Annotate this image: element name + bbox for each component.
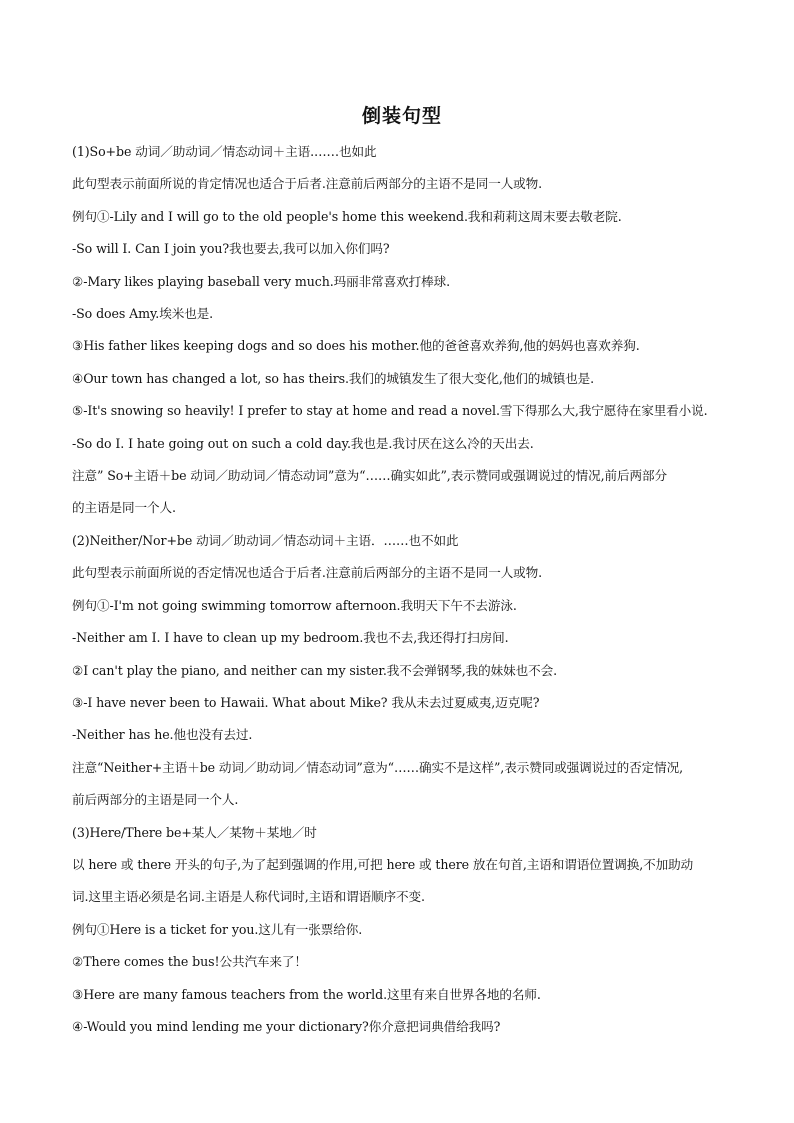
example-line: 例句①Here is a ticket for you.这儿有一张票给你. xyxy=(72,921,363,937)
document-body xyxy=(72,136,732,1043)
paragraph-line: 此句型表示前面所说的否定情况也适合于后者.注意前后两部分的主语不是同一人或物. xyxy=(72,565,543,581)
example-line: ②I can't play the piano, and neither can my sister.我不会弹钢琴,我的妹妹也不会. xyxy=(72,662,557,678)
example-line: -So does Amy.埃米也是. xyxy=(72,306,214,322)
document-title: 倒装句型 xyxy=(361,105,442,127)
example-line: ③-I have never been to Hawaii. What about Mike? 我从未去过夏威夷,迈克呢? xyxy=(72,694,540,710)
example-line: ②There comes the bus!公共汽车来了！ xyxy=(72,954,307,970)
example-line: ④-Would you mind lending me your dictionary?你介意把词典借给我吗? xyxy=(72,1018,501,1034)
paragraph-line: 此句型表示前面所说的肯定情况也适合于后者.注意前后两部分的主语不是同一人或物. xyxy=(72,176,543,192)
grammar-heading-here-there: (3)Here/There be+某人／某物＋某地／时 xyxy=(72,824,317,840)
example-line: -Neither has he.他也没有去过. xyxy=(72,727,253,743)
example-line: ②-Mary likes playing baseball very much.玛丽非常喜欢打棒球. xyxy=(72,273,450,289)
example-line: 例句①-Lily and I will go to the old people's home this weekend.我和莉莉这周末要去敬老院. xyxy=(72,208,622,224)
example-line: ③His father likes keeping dogs and so does his mother.他的爸爸喜欢养狗,他的妈妈也喜欢养狗. xyxy=(72,338,640,354)
example-line: ⑤-It's snowing so heavily! I prefer to stay at home and read a novel.雪下得那么大,我宁愿待在家里看小说. xyxy=(72,403,708,419)
example-line: -Neither am I. I have to clean up my bedroom.我也不去,我还得打扫房间. xyxy=(72,630,509,646)
example-line: ④Our town has changed a lot, so has theirs.我们的城镇发生了很大变化,他们的城镇也是. xyxy=(72,370,595,386)
example-line: ③Here are many famous teachers from the world.这里有来自世界各地的名师. xyxy=(72,986,541,1002)
note-line: 的主语是同一个人. xyxy=(72,500,176,516)
note-line: 注意“Neither+主语＋be 动词／助动词／情态动词”意为“……确实不是这样”,表示赞同或强调说过的否定情况, xyxy=(72,759,684,775)
example-line: -So do I. I hate going out on such a cold day.我也是.我讨厌在这么冷的天出去. xyxy=(72,435,534,451)
grammar-heading-so: (1)So+be 动词／助动词／情态动词＋主语.……也如此 xyxy=(72,144,377,159)
paragraph-line: 词.这里主语必须是名词.主语是人称代词时,主语和谓语顺序不变. xyxy=(72,889,425,905)
example-line: 例句①-I'm not going swimming tomorrow afternoon.我明天下午不去游泳. xyxy=(72,597,517,613)
example-line: -So will I. Can I join you?我也要去,我可以加入你们吗? xyxy=(72,241,390,257)
note-line: 前后两部分的主语是同一个人. xyxy=(72,792,239,808)
grammar-heading-neither: (2)Neither/Nor+be 动词／助动词／情态动词＋主语．……也不如此 xyxy=(72,532,459,548)
note-line: 注意” So+主语＋be 动词／助动词／情态动词”意为“……确实如此”,表示赞同或强调说过的情况,前后两部分 xyxy=(72,468,667,484)
paragraph-line: 以 here 或 there 开头的句子,为了起到强调的作用,可把 here 或 there 放在句首,主语和谓语位置调换,不加助动 xyxy=(72,856,694,872)
